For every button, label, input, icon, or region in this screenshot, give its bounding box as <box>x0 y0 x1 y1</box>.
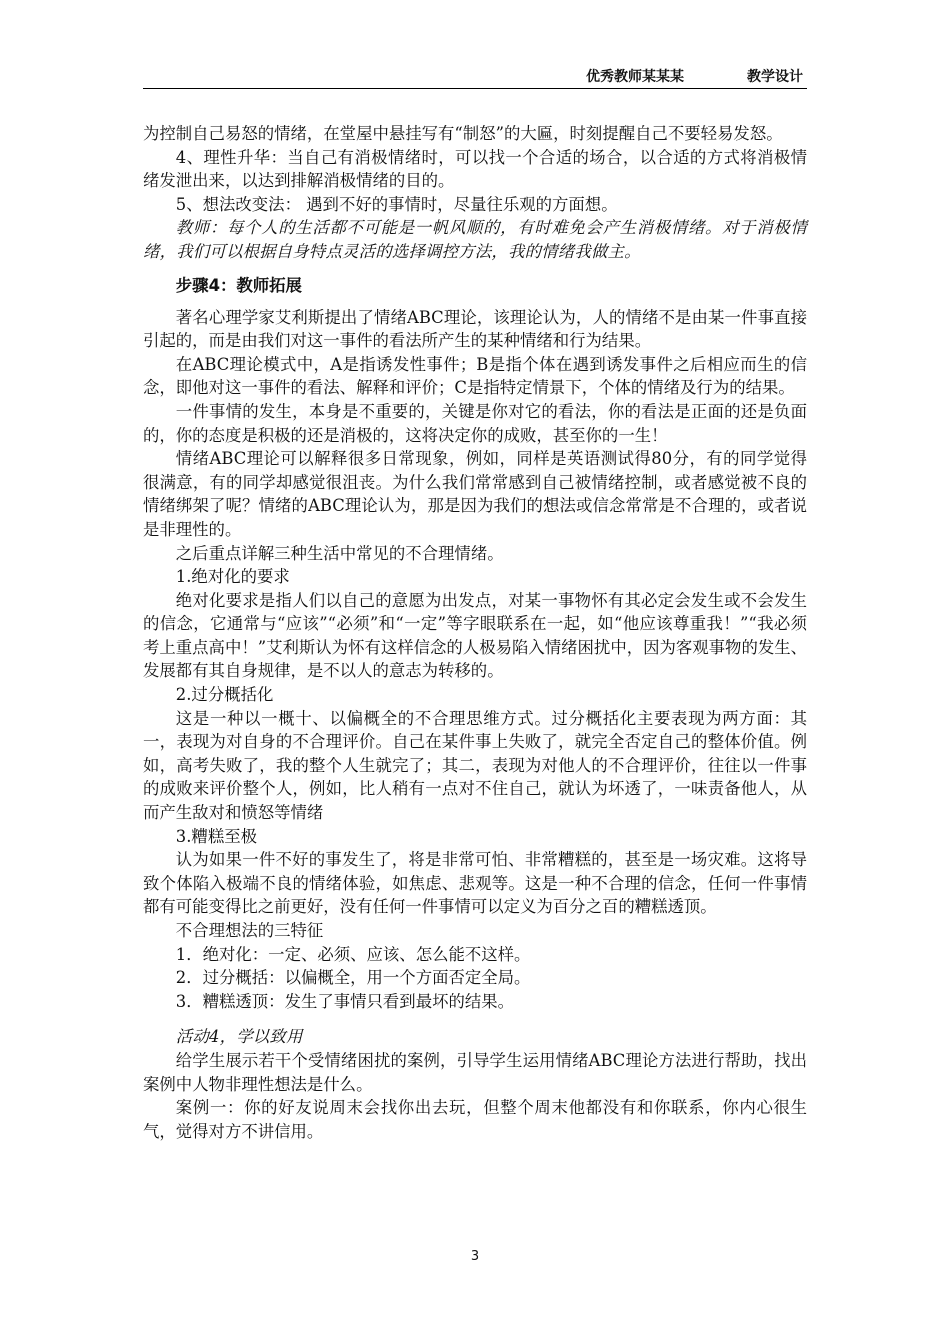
paragraph: 一件事情的发生，本身是不重要的，关键是你对它的看法，你的看法是正面的还是负面的，你的态度是积极的还是消极的，这将决定你的成败，甚至你的一生！ <box>143 401 807 445</box>
paragraph: 给学生展示若干个受情绪困扰的案例，引导学生运用情绪ABC理论方法进行帮助，找出案例中人物非理性想法是什么。 <box>143 1050 807 1094</box>
paragraph: 之后重点详解三种生活中常见的不合理情绪。 <box>175 543 504 563</box>
paragraph: 5、想法改变法： 遇到不好的事情时，尽量往乐观的方面想。 <box>175 194 618 214</box>
paragraph: 绝对化要求是指人们以自己的意愿为出发点，对某一事物怀有其必定会发生或不会发生的信念，它通常与“应该”“必须”和“一定”等字眼联系在一起，如“他应该尊重我！”“我必须考上重点高中！”艾利斯认为怀有这样信念的人极易陷入情绪困扰中，因为客观事物的发生、发展都有其自身规律，是不以人的意志为转移的。 <box>143 590 808 681</box>
list-item: 3．糟糕透顶：发生了事情只看到最坏的结果。 <box>175 991 515 1011</box>
page-header <box>143 66 807 89</box>
paragraph: 为控制自己易怒的情绪，在堂屋中悬挂写有“制怒”的大匾，时刻提醒自己不要轻易发怒。 <box>143 124 783 143</box>
list-item: 1．绝对化：一定、必须、应该、怎么能不这样。 <box>175 944 531 964</box>
paragraph: 情绪ABC理论可以解释很多日常现象，例如，同样是英语测试得80分，有的同学觉得很满意，有的同学却感觉很沮丧。为什么我们常常感到自己被情绪控制，或者感觉被不良的情绪绑架了呢？情绪的ABC理论认为，那是因为我们的想法或信念常常是不合理的，或者说是非理性的。 <box>143 449 807 539</box>
paragraph: 认为如果一件不好的事发生了，将是非常可怕、非常糟糕的，甚至是一场灾难。这将导致个体陷入极端不良的情绪体验，如焦虑、悲观等。这是一种不合理的信念，任何一件事情都有可能变得比之前更好，没有任何一件事情可以定义为百分之百的糟糕透顶。 <box>143 850 807 917</box>
paragraph: 在ABC理论模式中，A是指诱发性事件；B是指个体在遇到诱发事件之后相应而生的信念，即他对这一事件的看法、解释和评价；C是指特定情景下，个体的情绪及行为的结果。 <box>143 354 807 398</box>
paragraph: 著名心理学家艾利斯提出了情绪ABC理论，该理论认为，人的情绪不是由某一件事直接引起的，而是由我们对这一事件的看法所产生的某种情绪和行为结果。 <box>143 307 807 351</box>
header-author: 优秀教师某某某 <box>586 69 684 85</box>
page-number: 3 <box>470 1249 480 1264</box>
paragraph: 这是一种以一概十、以偏概全的不合理思维方式。过分概括化主要表现为两方面：其一，表现为对自身的不合理评价。自己在某件事上失败了，就完全否定自己的整体价值。例如，高考失败了，我的整个人生就完了；其二，表现为对他人的不合理评价，往往以一件事的成败来评价整个人，例如，比人稍有一点对不住自己，就认为坏透了，一味责备他人，从而产生敌对和愤怒等情绪 <box>143 708 807 823</box>
activity-heading: 活动4，学以致用 <box>175 1027 303 1047</box>
paragraph: 不合理想法的三特征 <box>175 921 324 940</box>
list-item: 2．过分概括：以偏概全，用一个方面否定全局。 <box>175 968 531 988</box>
subheading: 3.糟糕至极 <box>175 826 257 846</box>
header-doc-type: 教学设计 <box>747 69 803 85</box>
teacher-remark: 教师：每个人的生活都不可能是一帆风顺的，有时难免会产生消极情绪。对于消极情绪，我们可以根据自身特点灵活的选择调控方法，我的情绪我做主。 <box>143 218 807 261</box>
section-heading-step4: 步骤4：教师拓展 <box>175 275 302 295</box>
paragraph: 案例一：你的好友说周末会找你出去玩，但整个周末他都没有和你联系，你内心很生气，觉得对方不讲信用。 <box>143 1098 807 1141</box>
subheading: 2.过分概括化 <box>175 685 274 705</box>
paragraph: 4、理性升华：当自己有消极情绪时，可以找一个合适的场合，以合适的方式将消极情绪发泄出来，以达到排解消极情绪的目的。 <box>143 147 807 191</box>
subheading: 1.绝对化的要求 <box>175 567 290 587</box>
document-body <box>143 122 807 1143</box>
